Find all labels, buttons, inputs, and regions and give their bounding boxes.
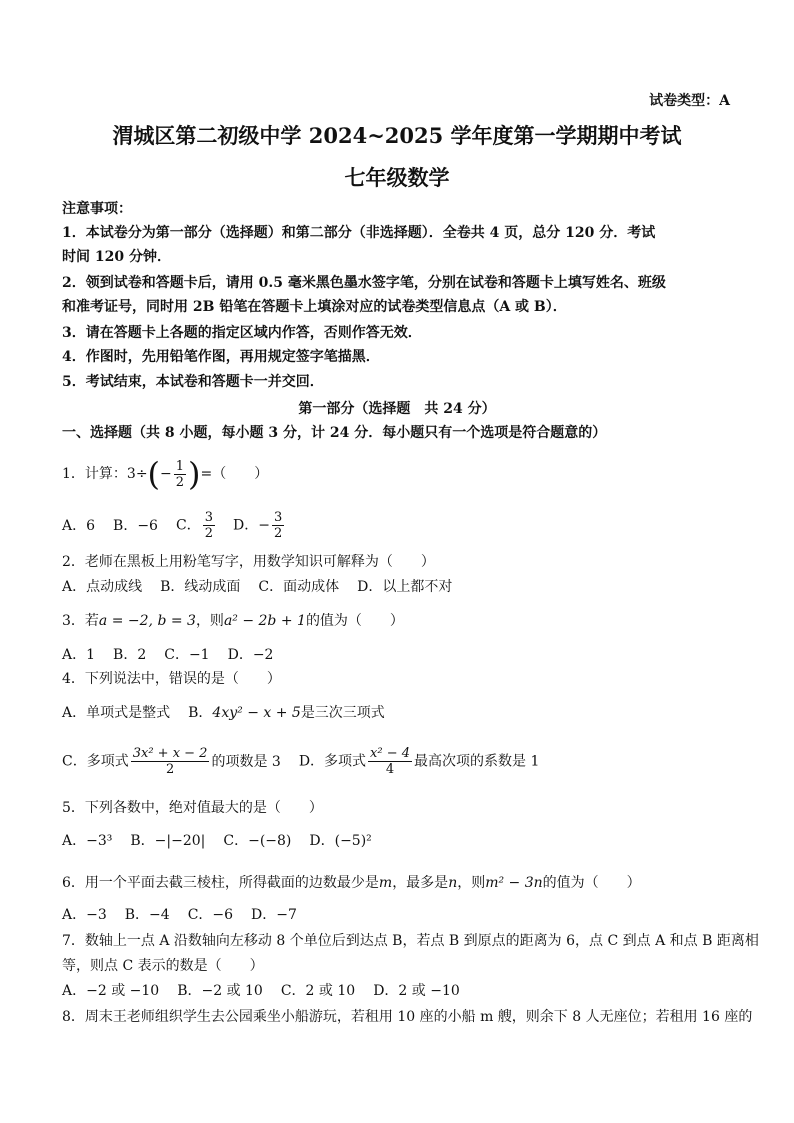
q5-stem: 5．下列各数中，绝对值最大的是（ ） — [62, 800, 323, 816]
note-3: 3．请在答题卡上各题的指定区域内作答，否则作答无效． — [62, 325, 422, 341]
q1-stem: 1．计算：3÷(− $\frac{1}{2}$ )=（ ） — [62, 455, 269, 493]
q2-options: A．点动成线 B．线动成面 C．面动成体 D．以上都不对 — [62, 579, 453, 595]
exam-subtitle: 七年级数学 — [344, 165, 450, 190]
notes-heading: 注意事项： — [62, 201, 132, 217]
q6-stem: 6．用一个平面去截三棱柱，所得截面的边数最少是m，最多是n，则m² − 3n的值为（ ） — [62, 875, 641, 891]
paper-type-label: 试卷类型：A — [649, 93, 730, 109]
q7-line2: 等，则点 C 表示的数是（ ） — [62, 958, 264, 974]
q3-options: A．1 B．2 C．−1 D．−2 — [62, 647, 274, 663]
note-4: 4．作图时，先用铅笔作图，再用规定签字笔描黑． — [62, 349, 380, 365]
note-1a: 1．本试卷分为第一部分（选择题）和第二部分（非选择题）．全卷共 4 页，总分 120 分．考试 — [62, 225, 656, 241]
exam-title: 渭城区第二初级中学 2024~2025 学年度第一学期期中考试 — [112, 123, 682, 148]
part1-heading: 第一部分（选择题 共 24 分） — [298, 401, 496, 417]
note-1b: 时间 120 分钟． — [62, 249, 171, 265]
q4-options-ab: A．单项式是整式 B．4xy² − x + 5是三次三项式 — [62, 705, 385, 721]
note-2a: 2．领到试卷和答题卡后，请用 0.5 毫米黑色墨水签字笔，分别在试卷和答题卡上填写姓名、班级 — [62, 275, 666, 291]
q3-stem: 3．若a = −2, b = 3，则a² − 2b + 1的值为（ ） — [62, 613, 404, 629]
q1-fraction: $\frac{1}{2}$ — [175, 458, 185, 490]
q5-options: A．−3³ B．−|−20| C．−(−8) D．(−5)² — [62, 833, 372, 849]
q2-stem: 2．老师在黑板上用粉笔写字，用数学知识可解释为（ ） — [62, 554, 435, 570]
q4-stem: 4．下列说法中，错误的是（ ） — [62, 671, 281, 687]
q7-line1: 7．数轴上一点 A 沿数轴向左移动 8 个单位后到达点 B，若点 B 到原点的距离为 6，点 C 到点 A 和点 B 距离相 — [62, 933, 759, 949]
q4-options-cd: C．多项式 $\frac{\text{3x² + x − 2}}{2}$ 的项数是 3 D．多项式 $\frac{\text{x² − 4}}{4}$ 最高次项的系数是 1 — [62, 746, 540, 777]
note-5: 5．考试结束，本试卷和答题卡一并交回． — [62, 374, 324, 390]
section-heading: 一、选择题（共 8 小题，每小题 3 分，计 24 分．每小题只有一个选项是符合题意的） — [62, 425, 607, 441]
q6-options: A．−3 B．−4 C．−6 D．−7 — [62, 907, 297, 923]
q1-options: A．6 B．−6 C． $\frac{3}{2}$ D．− $\frac{3}{2}$ — [62, 510, 283, 541]
q7-options: A．−2 或 −10 B．−2 或 10 C．2 或 10 D．2 或 −10 — [62, 983, 460, 999]
note-2b: 和准考证号，同时用 2B 铅笔在答题卡上填涂对应的试卷类型信息点（A 或 B）． — [62, 299, 567, 315]
q8-line1: 8．周末王老师组织学生去公园乘坐小船游玩，若租用 10 座的小船 m 艘，则余下 8 人无座位；若租用 16 座的 — [62, 1009, 753, 1025]
